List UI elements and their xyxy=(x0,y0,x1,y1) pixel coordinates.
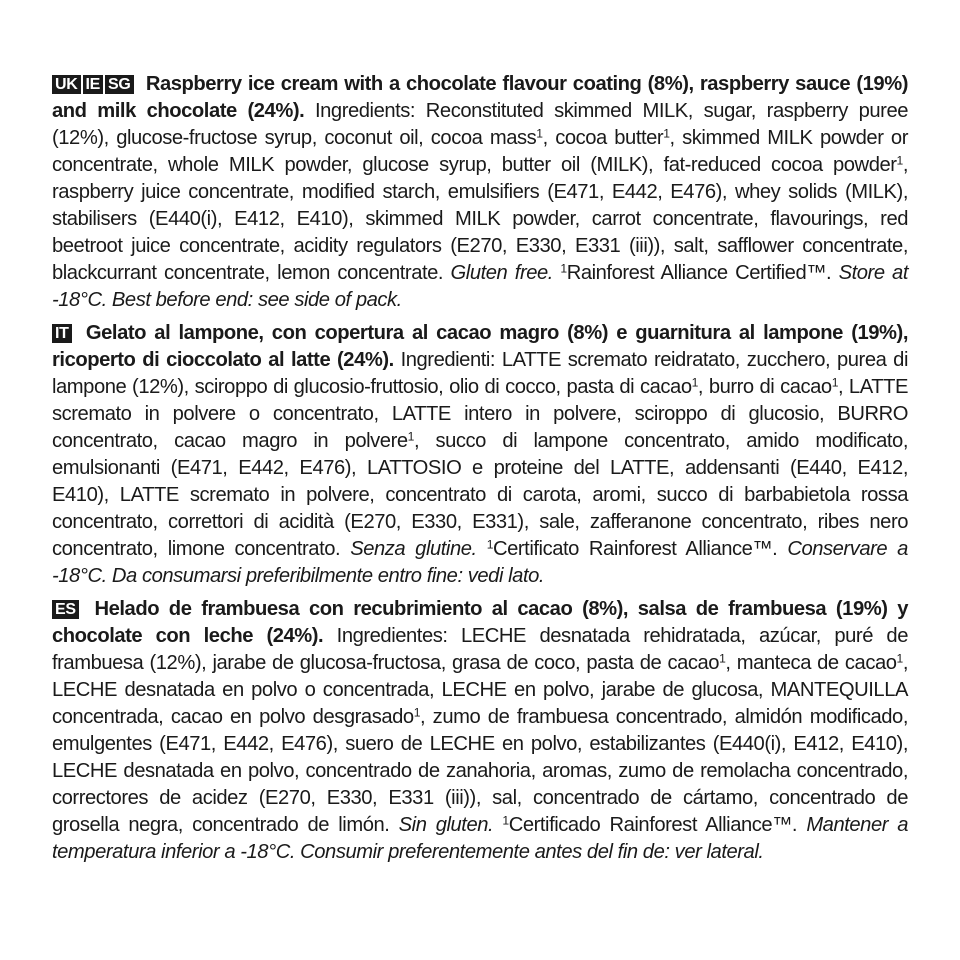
section-spanish xyxy=(52,596,908,866)
text-run xyxy=(477,538,487,560)
text-run: , cocoa butter xyxy=(542,127,664,149)
text-run: , burro di cacao xyxy=(697,376,832,398)
text-run: Ingredients: Reconstituted skimmed MILK, sugar, raspberry puree (12%), glucose-fructose syrup, coconut oil, cocoa mass xyxy=(52,100,908,149)
country-badges xyxy=(52,322,82,344)
italic-note: Gluten free. xyxy=(450,262,553,284)
text-run: Ingredientes: LECHE desnatada rehidratada, azúcar, puré de frambuesa (12%), jarabe de glucosa-fructosa, grasa de coco, pasta de cacao xyxy=(52,625,908,674)
country-badge-es: ES xyxy=(52,600,79,619)
text-run: , raspberry juice concentrate, modified starch, emulsifiers (E471, E442, E476), whey solids (MILK), stabilisers (E440(i), E412, E410), skimmed MILK powder, carrot concentrate, flavourings, red beetroot juice concentrate, acidity regulators (E270, E330, E331 (iii)), salt, safflower concentrate, blackcurrant concentrate, lemon concentrate. xyxy=(52,154,908,284)
italic-note: Mantener a temperatura inferior a -18°C. Consumir preferentemente antes del fin de: ver lateral. xyxy=(52,814,909,863)
product-title: Gelato al lampone, con copertura al cacao magro (8%) e guarnitura al lampone (19%), ricoperto di cioccolato al latte (24%). xyxy=(52,322,908,371)
footnote-marker: 1 xyxy=(407,429,414,444)
text-run: , LATTE scremato in polvere o concentrato, LATTE intero in polvere, sciroppo di glucosio, BURRO concentrato, cacao magro in polvere xyxy=(52,376,909,452)
footnote-marker: 1 xyxy=(663,126,670,141)
text-run: Rainforest Alliance Certified™. xyxy=(566,262,839,284)
text-run: , skimmed MILK powder or concentrate, whole MILK powder, glucose syrup, butter oil (MILK), fat-reduced cocoa powder xyxy=(52,127,908,176)
text-run: , zumo de frambuesa concentrado, almidón modificado, emulgentes (E471, E442, E476), suero de LECHE en polvo, estabilizantes (E440(i), E412, E410), LECHE desnatada en polvo, concentrado de zanahoria, aromas, zumo de remolacha concentrado, correctores de acidez (E270, E330, E331 (iii)), sal, concentrado de cártamo, concentrado de grosella negra, concentrado de limón. xyxy=(52,706,908,836)
section-italian xyxy=(52,320,908,590)
country-badges xyxy=(52,598,90,620)
footnote-marker: 1 xyxy=(896,153,903,168)
section-english xyxy=(52,71,908,314)
text-run: , manteca de cacao xyxy=(725,652,897,674)
footnote-marker: 1 xyxy=(691,375,698,390)
footnote-marker: 1 xyxy=(536,126,543,141)
footnote-marker: 1 xyxy=(486,537,493,552)
text-run: Ingredienti: LATTE scremato reidratato, zucchero, purea di lampone (12%), sciroppo di glucosio-fruttosio, olio di cocco, pasta di cacao xyxy=(52,349,908,398)
country-badges xyxy=(52,73,142,95)
italic-note: Store at -18°C. Best before end: see side of pack. xyxy=(52,262,908,311)
footnote-marker: 1 xyxy=(413,705,420,720)
italic-note: Conservare a -18°C. Da consumarsi preferibilmente entro fine: vedi lato. xyxy=(52,538,908,587)
footnote-marker: 1 xyxy=(560,261,567,276)
country-badge-uk: UK xyxy=(52,75,81,94)
italic-note: Senza glutine. xyxy=(350,538,477,560)
country-badge-it: IT xyxy=(52,324,72,343)
footnote-marker: 1 xyxy=(831,375,838,390)
text-run: Certificado Rainforest Alliance™. xyxy=(508,814,807,836)
ingredients-text xyxy=(52,349,908,587)
country-badge-sg: SG xyxy=(105,75,134,94)
text-run: , LECHE desnatada en polvo o concentrada, LECHE en polvo, jarabe de glucosa, MANTEQUILLA concentrada, cacao en polvo desgrasado xyxy=(52,652,908,728)
ingredients-label xyxy=(52,71,908,872)
ingredients-text xyxy=(52,100,908,311)
text-run: Certificato Rainforest Alliance™. xyxy=(493,538,788,560)
product-title: Raspberry ice cream with a chocolate flavour coating (8%), raspberry sauce (19%) and milk chocolate (24%). xyxy=(52,73,908,122)
product-title: Helado de frambuesa con recubrimiento al cacao (8%), salsa de frambuesa (19%) y chocolate con leche (24%). xyxy=(52,598,909,647)
text-run: , succo di lampone concentrato, amido modificato, emulsionanti (E471, E442, E476), LATTOSIO e proteine del LATTE, addensanti (E440, E412, E410), LATTE scremato in polvere, concentrato di carota, aromi, succo di barbabietola rossa concentrato, correttori di acidità (E270, E330, E331), sale, zafferanone concentrato, ribes nero concentrato, limone concentrato. xyxy=(52,430,908,560)
country-badge-ie: IE xyxy=(83,75,104,94)
footnote-marker: 1 xyxy=(502,813,509,828)
italic-note: Sin gluten. xyxy=(398,814,494,836)
footnote-marker: 1 xyxy=(719,651,726,666)
footnote-marker: 1 xyxy=(896,651,903,666)
ingredients-text xyxy=(52,625,908,863)
